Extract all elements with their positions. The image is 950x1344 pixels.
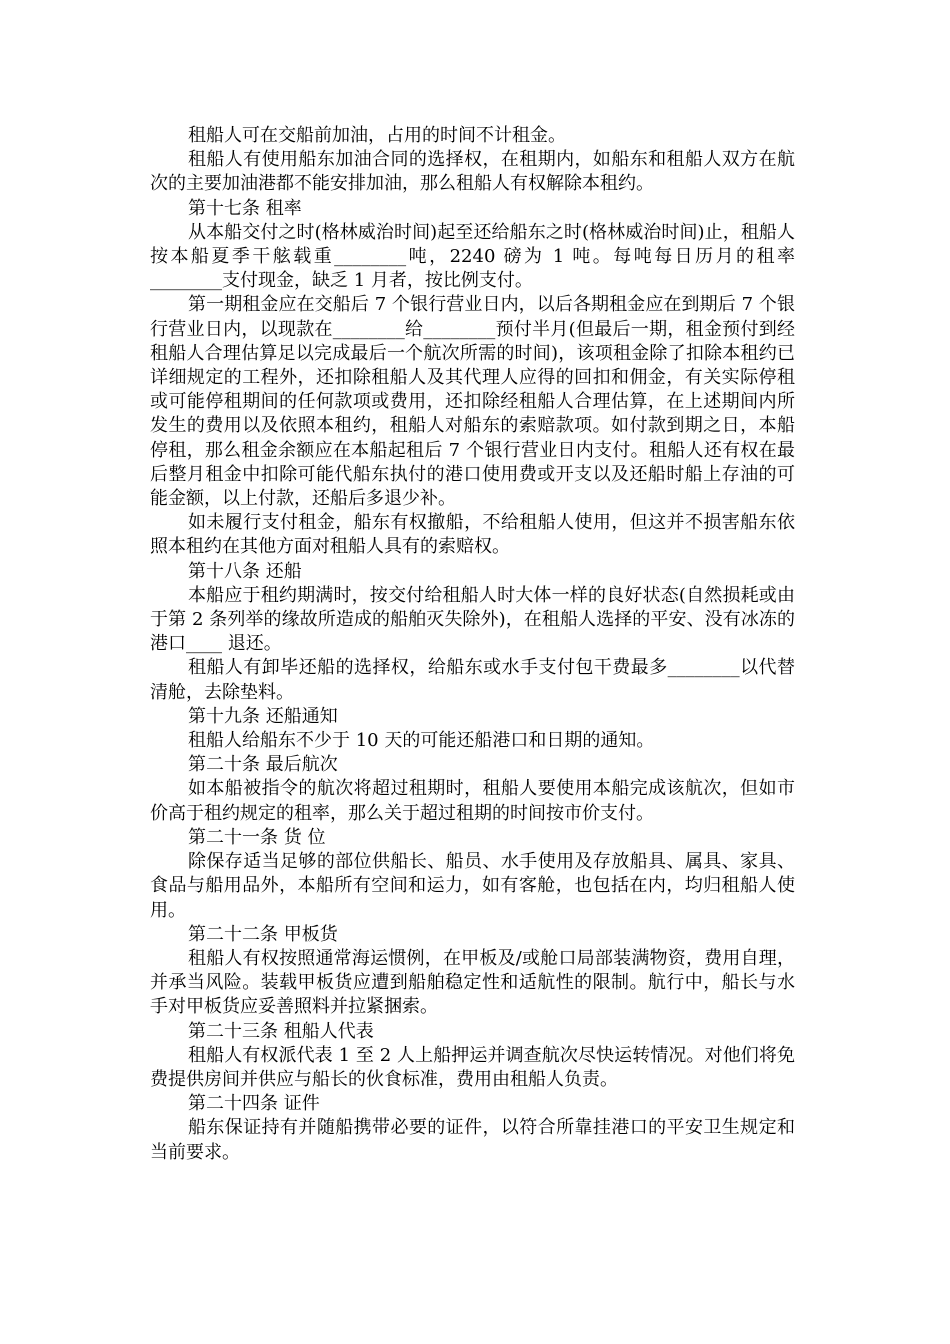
paragraph: 如本船被指令的航次将超过租期时，租船人要使用本船完成该航次，但如市价高于租约规定的租率，那么关于超过租期的时间按市价支付。 xyxy=(150,778,795,824)
paragraph: 如未履行支付租金，船东有权撤船，不给租船人使用，但这并不损害船东依照本租约在其他方面对租船人具有的索赔权。 xyxy=(150,512,795,558)
paragraph: 租船人有权派代表 1 至 2 人上船押运并调查航次尽快运转情况。对他们将免费提供房间并供应与船长的伙食标准，费用由租船人负责。 xyxy=(150,1044,795,1090)
paragraph: 本船应于租约期满时，按交付给租船人时大体一样的良好状态(自然损耗或由于第 2 条列举的缘故所造成的船舶灭失除外)，在租船人选择的平安、没有冰冻的港口____ 退还。 xyxy=(150,584,795,655)
section-heading: 第二十四条 证件 xyxy=(188,1093,320,1115)
paragraph: 租船人给船东不少于 10 天的可能还船港口和日期的通知。 xyxy=(188,730,655,752)
paragraph: 租船人有权按照通常海运惯例，在甲板及/或舱口局部装满物资，费用自理，并承当风险。装载甲板货应遭到船舶稳定性和适航性的限制。航行中，船长与水手对甲板货应妥善照料并拉紧捆索。 xyxy=(150,947,795,1018)
section-heading: 第十七条 租率 xyxy=(188,197,302,219)
paragraph: 船东保证持有并随船携带必要的证件，以符合所靠挂港口的平安卫生规定和当前要求。 xyxy=(150,1117,795,1163)
paragraph: 除保存适当足够的部位供船长、船员、水手使用及存放船具、属具、家具、食品与船用品外，本船所有空间和运力，如有客舱，也包括在内，均归租船人使用。 xyxy=(150,851,795,921)
document-body xyxy=(150,124,795,1165)
section-heading: 第十九条 还船通知 xyxy=(188,705,338,727)
paragraph: 租船人可在交船前加油，占用的时间不计租金。 xyxy=(188,125,566,146)
section-heading: 第二十三条 租船人代表 xyxy=(188,1020,374,1042)
paragraph: 租船人有卸毕还船的选择权，给船东或水手支付包干费最多________以代替清舱，去除垫料。 xyxy=(150,657,795,703)
paragraph: 租船人有使用船东加油合同的选择权，在租期内，如船东和租船人双方在航次的主要加油港都不能安排加油，那么租船人有权解除本租约。 xyxy=(150,149,795,195)
paragraph: 第一期租金应在交船后 7 个银行营业日内，以后各期租金应在到期后 7 个银行营业日内，以现款在________给________预付半月(但最后一期，租金预付到经租船人合理估算足以完成最后一个航次所需的时间)，该项租金除了扣除本租约已详细规定的工程外，还扣除租船人及其代理人应得的回扣和佣金，有关实际停租或可能停租期间的任何款项或费用，还扣除经租船人合理估算，在上述期间内所发生的费用以及依照本租约，租船人对船东的索赔款项。如付款到期之日，本船停租，那么租金余额应在本船起租后 7 个银行营业日内支付。租船人还有权在最后整月租金中扣除可能代船东执付的港口使用费或开支以及还船时船上存油的可能金额，以上付款，还船后多退少补。 xyxy=(150,294,795,510)
section-heading: 第二十条 最后航次 xyxy=(188,754,338,776)
section-heading: 第二十一条 货 位 xyxy=(188,826,326,848)
section-heading: 第二十二条 甲板货 xyxy=(188,923,338,945)
section-heading: 第十八条 还船 xyxy=(188,560,302,582)
paragraph: 从本船交付之时(格林威治时间)起至还给船东之时(格林威治时间)止，租船人按本船夏季干舷载重________吨，2240 磅为 1 吨。每吨每日历月的租率________支付现金，缺乏 1 月者，按比例支付。 xyxy=(150,221,795,292)
